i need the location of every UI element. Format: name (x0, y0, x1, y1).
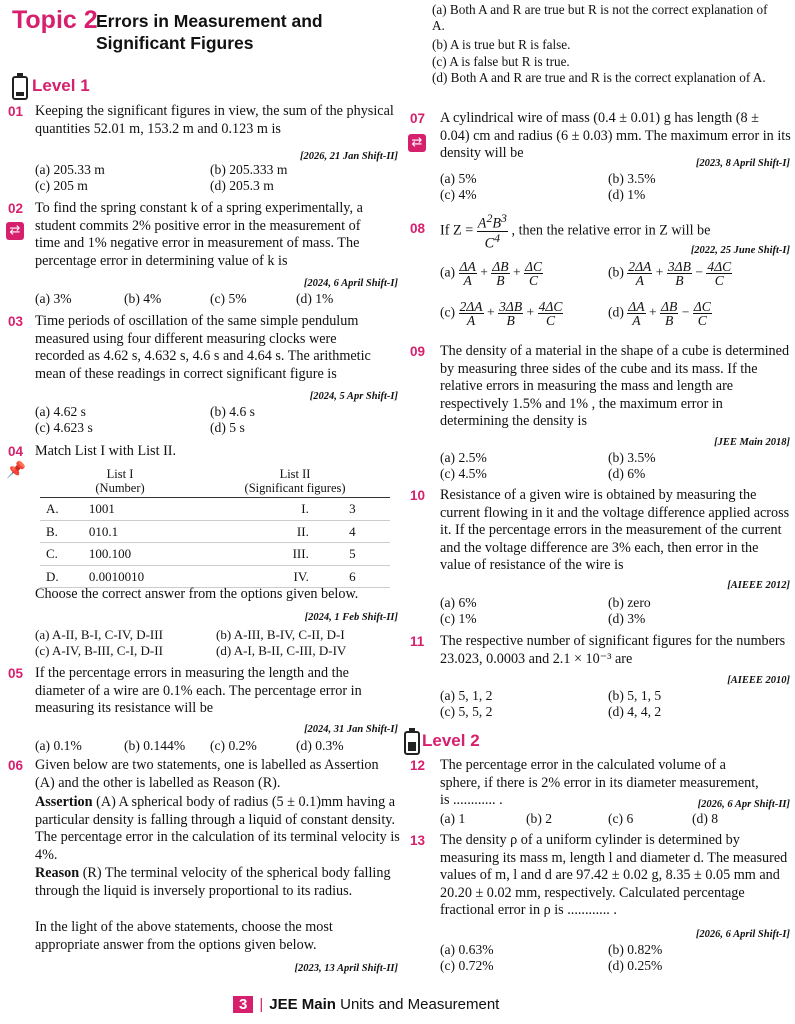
option-b: (b) A is true but R is false. (432, 37, 571, 52)
option-d: (d) 1% (608, 187, 646, 202)
question-number: 06 (8, 758, 24, 773)
battery-icon (12, 76, 28, 100)
option-c: (c) A is false but R is true. (432, 54, 570, 69)
option-d: (d) 8 (692, 811, 719, 826)
option-a: (a) 0.63% (440, 942, 494, 957)
option-c: (c) 6 (608, 811, 634, 826)
battery-icon (404, 731, 420, 755)
option-b: (b) $\frac{2\Delta A}{A}$ + $\frac{3\Delta B}{B}$ − $\frac{4\Delta C}{C}$ (608, 259, 732, 288)
option-d: (d) 0.25% (608, 958, 663, 973)
pin-icon: 📌 (6, 460, 26, 479)
option-c: (c) 0.72% (440, 958, 494, 973)
question-source: [2023, 8 April Shift-I] (695, 158, 790, 169)
option-d: (d) 205.3 m (210, 178, 274, 193)
question-number: 11 (410, 634, 425, 649)
question-number: 09 (410, 344, 426, 359)
question-number: 01 (8, 104, 24, 119)
option-b: (b) 205.333 m (210, 162, 288, 177)
option-a: (a) 5, 1, 2 (440, 688, 493, 703)
question-number: 10 (410, 488, 426, 503)
question-number: 05 (8, 666, 24, 681)
question-text: To find the spring constant k of a spring experimentally, a student commits 2% positive error in the measurement of time and 1% negative error in measurement of mass. The percentage error in determining value of k is (35, 200, 363, 269)
option-a: (a) 0.1% (35, 738, 82, 753)
option-a: (a) $\frac{\Delta A}{A}$ + $\frac{\Delta B}{B}$ + $\frac{\Delta C}{C}$ (440, 259, 543, 288)
question-text: Match List I with List II. (35, 443, 177, 459)
option-c: (c) 5% (210, 291, 247, 306)
question-source: [JEE Main 2018] (714, 437, 790, 448)
option-c: (c) 4.623 s (35, 420, 93, 435)
option-c: (c) 1% (440, 611, 477, 626)
question-source: [2026, 21 Jan Shift-II] (299, 151, 398, 162)
option-c: (c) $\frac{2\Delta A}{A}$ + $\frac{3\Delta B}{B}$ + $\frac{4\Delta C}{C}$ (440, 299, 563, 328)
level-1-heading: Level 1 (32, 76, 90, 95)
table-row: A. 1001 I. 3 (40, 498, 390, 521)
option-c: (c) 5, 5, 2 (440, 704, 493, 719)
option-d: (d) 5 s (210, 420, 245, 435)
topic-title (96, 10, 323, 54)
option-b: (b) A-III, B-IV, C-II, D-I (216, 627, 345, 642)
question-source: [2026, 6 Apr Shift-II] (697, 799, 790, 810)
option-d: (d) 0.3% (296, 738, 344, 753)
option-b: (b) 5, 1, 5 (608, 688, 662, 703)
question-source: [2024, 6 April Shift-I] (303, 278, 398, 289)
repeat-icon: ⇄ (6, 222, 24, 240)
option-b: (b) 0.144% (124, 738, 186, 753)
question-text: If the percentage errors in measuring the length and the diameter of a wire are 0.1% each. The percentage error in measuring its resistance will be (35, 665, 362, 717)
option-c: (c) 0.2% (210, 738, 257, 753)
question-number: 13 (410, 833, 426, 848)
question-text: Time periods of oscillation of the same simple pendulum measured using four different measuring clocks were recorded as 4.62 s, 4.632 s, 4.6 s and 4.64 s. The arithmetic mean of these readings in correct significant figure is (35, 313, 371, 382)
option-a: (a) 2.5% (440, 450, 487, 465)
table-row: C. 100.100 III. 5 (40, 543, 390, 566)
match-table (40, 465, 390, 588)
topic-label: Topic 2 (12, 6, 98, 34)
table-row: D. 0.0010010 IV. 6 (40, 565, 390, 588)
option-a: (a) Both A and R are true but R is not the correct explanation of A. (432, 2, 768, 33)
question-text: The density ρ of a uniform cylinder is determined by measuring its mass m, length l and diameter d. The measured values of m, l and d are 97.42 ± 0.02 g, 8.35 ± 0.05 mm and 20.20 ± 0.02 mm, respectively. Calculated percentage fractional error in ρ is ............ . (440, 832, 788, 919)
option-d: (d) 4, 4, 2 (608, 704, 662, 719)
option-d: (d) 1% (296, 291, 334, 306)
option-a: (a) 205.33 m (35, 162, 105, 177)
question-source: [AIEEE 2010] (727, 675, 790, 686)
option-c: (c) A-IV, B-III, C-I, D-II (35, 643, 163, 658)
question-number: 12 (410, 758, 426, 773)
question-number: 07 (410, 111, 426, 126)
option-b: (b) 4.6 s (210, 404, 255, 419)
topic-title-line2: Significant Figures (96, 33, 254, 53)
question-text: Keeping the significant figures in view, the sum of the physical quantities 52.01 m, 153.2 m and 0.123 m is (35, 103, 394, 137)
question-text: Given below are two statements, one is labelled as Assertion (A) and the other is labelled as Reason (R). (35, 757, 379, 791)
option-b: (b) zero (608, 595, 651, 610)
table-row: B. 010.1 II. 4 (40, 520, 390, 543)
question-text: The density of a material in the shape of a cube is determined by measuring three sides of the cube and its mass. If the relative errors in measuring the mass and length are respectively 1.5% and 1% , the maximum error in determining the density is (440, 343, 790, 430)
option-a: (a) A-II, B-I, C-IV, D-III (35, 627, 163, 642)
option-c: (c) 205 m (35, 178, 88, 193)
page-number: 3 (233, 996, 253, 1013)
option-a: (a) 1 (440, 811, 466, 826)
question-source: [2022, 25 June Shift-I] (690, 245, 790, 256)
question-text: The respective number of significant figures for the numbers 23.023, 0.0003 and 2.1 × 10⁻³ are (440, 633, 786, 667)
question-number: 02 (8, 201, 24, 216)
option-d: (d) $\frac{\Delta A}{A}$ + $\frac{\Delta B}{B}$ − $\frac{\Delta C}{C}$ (608, 299, 711, 328)
question-number: 08 (410, 221, 426, 236)
option-b: (b) 4% (124, 291, 162, 306)
question-text: The percentage error in the calculated volume of a sphere, if there is 2% error in its diameter measurement, is ............ . (440, 757, 759, 809)
question-number: 03 (8, 314, 24, 329)
question-source: [2026, 6 April Shift-I] (695, 929, 790, 940)
question-source: [2024, 1 Feb Shift-II] (304, 612, 398, 623)
question-source: [2024, 5 Apr Shift-I] (309, 391, 398, 402)
list1-header: List I (Number) (40, 465, 200, 498)
option-b: (b) 2 (526, 811, 553, 826)
topic-title-line1: Errors in Measurement and (96, 11, 323, 31)
reason-text: Reason (R) The terminal velocity of the spherical body falling through the liquid is inversely proportional to its radius. (35, 865, 391, 899)
option-a: (a) 6% (440, 595, 477, 610)
question-text: If Z = $\frac{A^2B^3}{C^4}$ , then the relative error in Z will be (440, 211, 711, 252)
list2-header: List II (Significant figures) (200, 465, 390, 498)
option-a: (a) 3% (35, 291, 72, 306)
page-footer: 3 | JEE Main Units and Measurement (233, 996, 499, 1013)
option-d: (d) Both A and R are true and R is the correct explanation of A. (432, 70, 766, 85)
option-b: (b) 3.5% (608, 171, 656, 186)
question-source: [2023, 13 April Shift-II] (294, 963, 398, 974)
level-2-heading: Level 2 (422, 731, 480, 750)
assertion-text: Assertion (A) A spherical body of radius (5 ± 0.1)mm having a particular density is falling through a liquid of constant density. The percentage error in the calculation of its terminal velocity is 4%. (35, 794, 400, 863)
option-d: (d) A-I, B-II, C-III, D-IV (216, 643, 347, 658)
option-d: (d) 6% (608, 466, 646, 481)
question-source: [AIEEE 2012] (727, 580, 790, 591)
option-c: (c) 4.5% (440, 466, 487, 481)
option-a: (a) 5% (440, 171, 477, 186)
choose-text: Choose the correct answer from the options given below. (35, 586, 359, 602)
question-text: A cylindrical wire of mass (0.4 ± 0.01) g has length (8 ± 0.04) cm and radius (6 ± 0.03) mm. The maximum error in its density will be (440, 110, 791, 162)
option-d: (d) 3% (608, 611, 646, 626)
choose-text: In the light of the above statements, choose the most appropriate answer from the options given below. (35, 919, 333, 953)
repeat-icon: ⇄ (408, 134, 426, 152)
option-b: (b) 3.5% (608, 450, 656, 465)
footer-subject: Units and Measurement (340, 996, 500, 1013)
table-header-row (40, 465, 390, 498)
option-b: (b) 0.82% (608, 942, 663, 957)
question-text: Resistance of a given wire is obtained by measuring the current flowing in it and the voltage difference applied across it. If the percentage errors in the measurement of the current and the voltage difference are 3% each, then error in the value of resistance of the wire is (440, 487, 790, 574)
option-a: (a) 4.62 s (35, 404, 86, 419)
question-number: 04 (8, 444, 24, 459)
footer-brand: JEE Main (269, 996, 336, 1013)
question-source: [2024, 31 Jan Shift-I] (304, 724, 398, 735)
option-c: (c) 4% (440, 187, 477, 202)
